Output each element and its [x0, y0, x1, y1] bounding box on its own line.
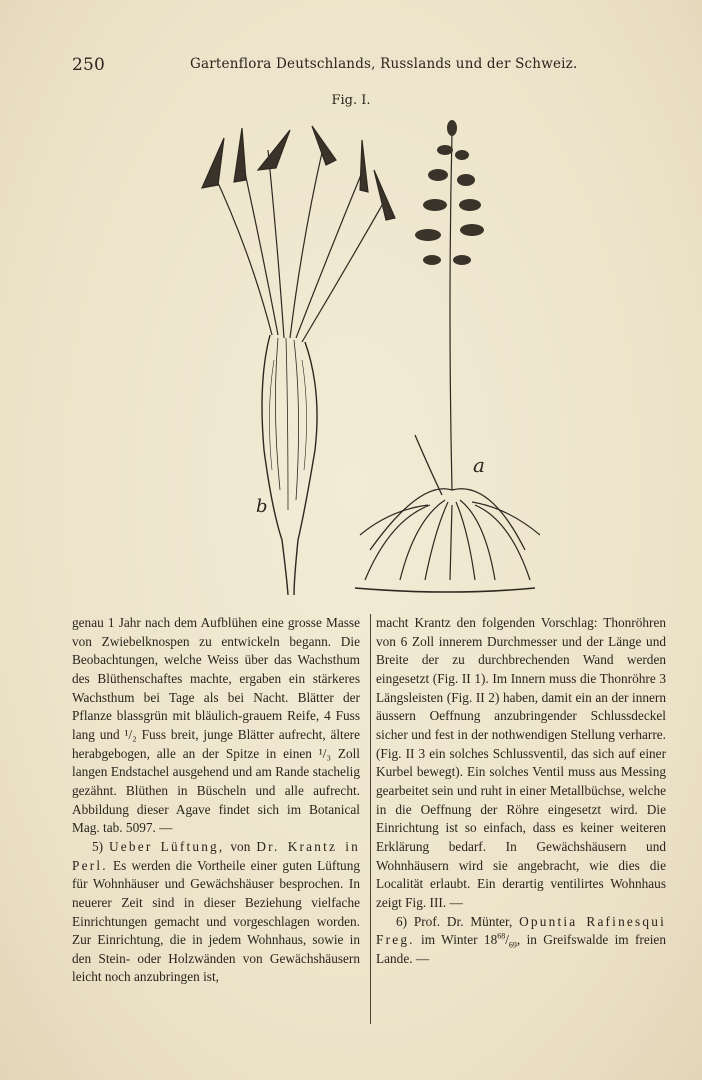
figure-letter-a: a	[473, 453, 485, 477]
stamens-drawing	[202, 126, 395, 595]
paragraph: genau 1 Jahr nach dem Aufblühen eine grosse Masse von Zwiebelknospen zu entwickeln begann. Die Beobachtungen, welche Weiss über das Wachsthum des Blüthenschaftes machte, ergaben ein stärkeres Wachsthum bei Tage als bei Nacht. Blätter der Pflanze blassgrün mit bläulich-grauem Reife, 4 Fuss lang und ¹/₂ Fuss breit, junge Blätter aufrecht, ältere herabgebogen, alle an der Spitze in einen ¹/₃ Zoll langen Endstachel ausgehend und am Rande stachelig gezähnt. Blüthen in Büscheln und alle aufrecht. Abbildung dieser Agave findet sich im Botanical Mag. tab. 5097. —	[72, 615, 360, 836]
paragraph: macht Krantz den folgenden Vorschlag: Thonröhren von 6 Zoll innerem Durchmesser und der Länge und Breite der zu durchbrechenden Wand werden eingesetzt (Fig. II 1). Im Innern muss die Thonröhre 3 Längsleisten (Fig. II 2) haben, damit ein an der innern äussern Oeffnung anzubringender Schlussdeckel sicher und fest in der nothwendigen Stellung verharre. (Fig. II 3 ein solches Schlussventil, das sich auf einer Kurbel bewegt). Ein solches Ventil muss aus Messing gearbeitet sein und ruht in einer Metallbüchse, welche in die Oeffnung der Röhre eingesetzt wird. Die Einrichtung ist so einfach, dass es keiner weiteren Erklärung bedarf. In Gewächshäusern und Wohnhäusern wird sie angebracht, wie dies die Localität erlaubt. Ein derartig ventilirtes Wohnhaus zeigt Fig. III. —	[376, 615, 666, 910]
running-head	[72, 55, 662, 77]
page-number: 250	[72, 55, 106, 75]
column-divider	[370, 614, 371, 1024]
botanical-illustration	[190, 110, 540, 600]
text-column-right	[376, 614, 666, 968]
figure-letter-b: b	[256, 496, 268, 517]
paragraph: 5) Ueber Lüftung, von Dr. Krantz in Perl. Es werden die Vortheile einer guten Lüftung für Wohnhäuser und Gewächshäuser besprochen. In neuerer Zeit sind in dieser Beziehung vielfache Einrichtungen gemacht und vorgeschlagen worden. Zur Einrichtung, die in jedem Wohnhaus, sowie in den Stein- oder Holzwänden von Gewächshäusern leicht noch anzubringen ist,	[72, 838, 361, 985]
running-title: Gartenflora Deutschlands, Russlands und der Schweiz.	[190, 56, 578, 72]
text-column-left	[72, 614, 360, 987]
figure-label: Fig. I.	[331, 93, 371, 108]
paragraph: 6) Prof. Dr. Münter, Opuntia Rafinesqui Freg. im Winter $18^{68}/_{69}$, in Greifswalde im freien Lande. —	[376, 913, 666, 966]
year-fraction: $18^{68}/_{69}$	[483, 931, 517, 950]
